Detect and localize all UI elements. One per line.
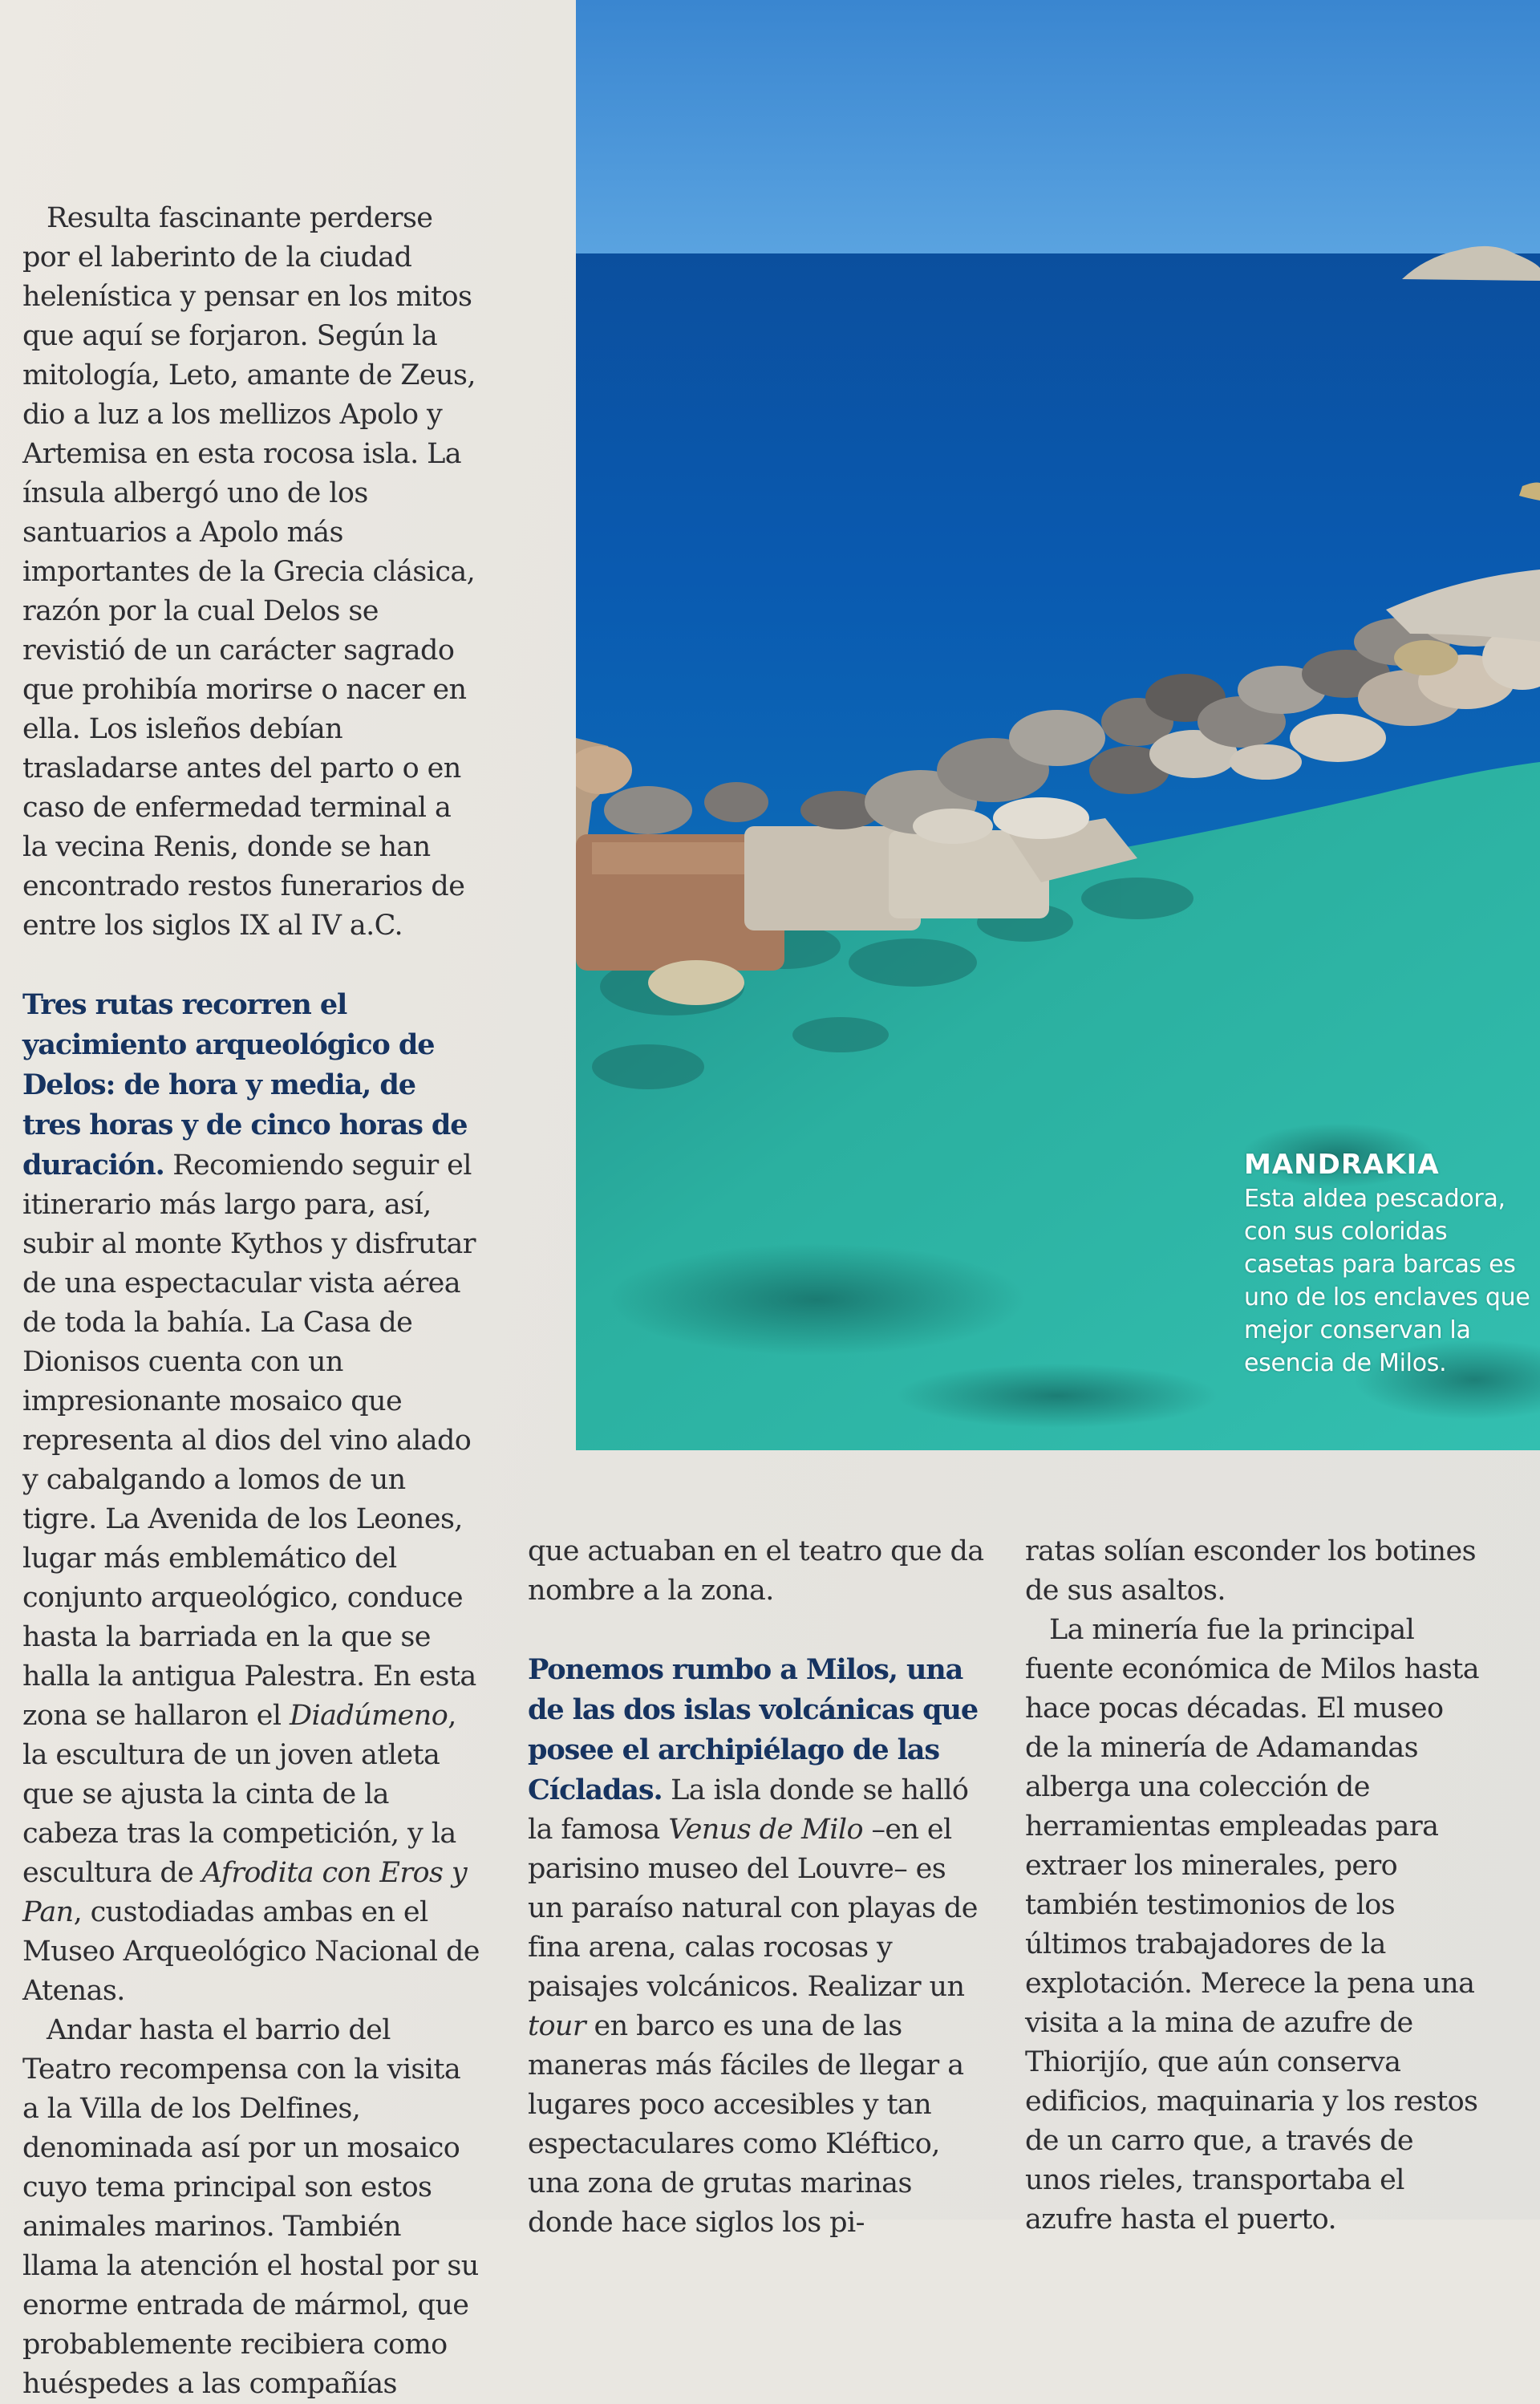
paragraph-teatro: Andar hasta el barrio del Teatro recompensa con la visita a la Villa de los Delfines, denominada así por un mosaico cuyo tema principal son estos animales marinos. También llama la atención el hostal por su enorme entrada de mármol, que probablemente recibiera como huéspedes a las compañías bbox=[22, 2014, 479, 2400]
right-column bbox=[1025, 1532, 1482, 2240]
paragraph-delos-routes bbox=[22, 985, 480, 2011]
caption-title: MANDRAKIA bbox=[1244, 1149, 1440, 1181]
paragraph-mineria: La minería fue la principal fuente económica de Milos hasta hace pocas décadas. El museo de la minería de Adamandas alberga una colección de herramientas empleadas para extraer los minerales, pero también testimonios de los últimos trabajadores de la explotación. Merece la pena una visita a la mina de azufre de Thiorijío, que aún conserva edificios, maquinaria y los restos de un carro que, a través de unos rieles, transportaba el azufre hasta el puerto. bbox=[1025, 1614, 1479, 2236]
text-delos-routes-c: , custodiadas ambas en el Museo Arqueológico Nacional de Atenas. bbox=[22, 1896, 480, 2007]
em-diadumeno: Diadúmeno bbox=[290, 1700, 448, 1732]
photo-caption bbox=[1244, 1147, 1533, 1380]
paragraph-delos-myths: Resulta fascinante perderse por el laberinto de la ciudad helenística y pensar en los mitos que aquí se forjaron. Según la mitología, Leto, amante de Zeus, dio a luz a los mellizos Apolo y Artemisa en esta rocosa isla. La ínsula albergó uno de los santuarios a Apolo más importantes de la Grecia clásica, razón por la cual Delos se revistió de un carácter sagrado que prohibía morirse o nacer en ella. Los isleños debían trasladarse antes del parto o en caso de enfermedad terminal a la vecina Renis, donde se han encontrado restos funerarios de entre los siglos IX al IV a.C. bbox=[22, 202, 476, 942]
lead-milos: Ponemos rumbo a Milos, una de las dos islas volcánicas que posee el archipiélago de las Cícladas. bbox=[528, 1653, 979, 1806]
middle-column bbox=[528, 1532, 985, 2243]
text-delos-routes-a: Recomiendo seguir el itinerario más largo para, así, subir al monte Kythos y disfrutar de una espectacular vista aérea de toda la bahía. La Casa de Dionisos cuenta con un impresionante mosaico que representa al dios del vino alado y cabalgando a lomos de un tigre. La Avenida de los Leones, lugar más emblemático del conjunto arqueológico, conduce hasta la barriada en la que se halla la antigua Palestra. En esta zona se hallaron el bbox=[22, 1149, 476, 1732]
text-milos-a: La isla donde se halló la famosa bbox=[528, 1774, 969, 1846]
left-column bbox=[22, 199, 480, 2404]
em-afrodita: Afrodita con Eros y Pan bbox=[22, 1857, 468, 1928]
caption-text: Esta aldea pescadora, con sus coloridas casetas para barcas es uno de los enclaves que mejor conservan la esencia de Milos. bbox=[1244, 1185, 1530, 1377]
mandrakia-photo bbox=[576, 0, 1540, 1450]
text-milos-c: en barco es una de las maneras más fáciles de llegar a lugares poco accesibles y tan espectaculares como Kléftico, una zona de grutas marinas donde hace siglos los pi- bbox=[528, 2010, 964, 2239]
paragraph-teatro-end: que actuaban en el teatro que da nombre a la zona. bbox=[528, 1535, 984, 1607]
em-tour: tour bbox=[528, 2010, 586, 2042]
paragraph-piratas: ratas solían esconder los botines de sus asaltos. bbox=[1025, 1535, 1476, 1607]
em-venus: Venus de Milo bbox=[668, 1814, 863, 1846]
lead-delos-routes: Tres rutas recorren el yacimiento arqueológico de Delos: de hora y media, de tres horas y de cinco horas de duración. bbox=[22, 988, 468, 1182]
paragraph-milos bbox=[528, 1650, 985, 2243]
text-delos-routes-b: , la escultura de un joven atleta que se ajusta la cinta de la cabeza tras la competición, y la escultura de bbox=[22, 1700, 456, 1889]
text-milos-b: –en el parisino museo del Louvre– es un paraíso natural con playas de fina arena, calas rocosas y paisajes volcánicos. Realizar un bbox=[528, 1814, 978, 2003]
